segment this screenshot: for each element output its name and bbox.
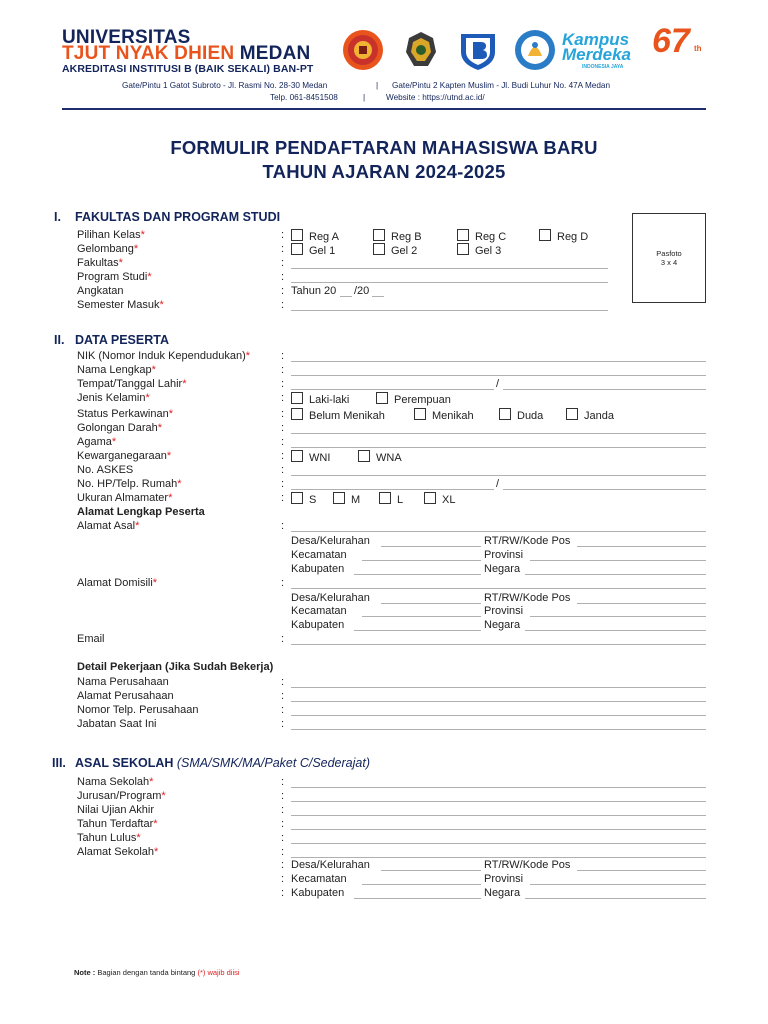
tahun-terdaftar-field[interactable] [291,829,706,830]
ttl-slash: / [496,378,500,390]
colon: : [281,859,285,871]
section1-number: I. [54,210,61,224]
colon: : [281,804,285,816]
jabatan-label: Jabatan Saat Ini [77,718,157,730]
golongan-darah-label: Golongan Darah* [77,422,163,434]
checkbox-belum-menikah[interactable]: Belum Menikah [291,408,385,422]
colon: : [281,392,285,404]
colon: : [281,364,285,376]
checkbox-box[interactable] [373,229,385,241]
semester-masuk-label: Semester Masuk* [77,299,164,311]
email-field[interactable] [291,644,706,645]
semester-masuk-field[interactable] [291,310,608,311]
email-label: Email [77,633,105,645]
jenis-kelamin-label: Jenis Kelamin* [77,392,150,404]
jurusan-field[interactable] [291,801,706,802]
checkbox-reg-b[interactable]: Reg B [373,229,422,243]
colon: : [281,818,285,830]
tanggal-lahir-field[interactable] [503,389,706,390]
angkatan-slash: /20 [354,285,370,297]
agama-field[interactable] [291,447,706,448]
checkbox-reg-d[interactable]: Reg D [539,229,588,243]
section2-title: DATA PESERTA [75,333,169,347]
university-name-line2 [62,43,310,65]
jabatan-field[interactable] [291,729,706,730]
kecamatan-label: Kecamatan [291,549,347,561]
alamat-asal-field[interactable] [291,531,706,532]
golongan-darah-field[interactable] [291,433,706,434]
checkbox-wni[interactable]: WNI [291,450,330,464]
checkbox-box[interactable] [333,492,345,504]
colon: : [281,271,285,283]
provinsi-field[interactable] [530,560,706,561]
colon: : [281,450,285,462]
anniversary-67-logo [652,24,706,72]
kampus-text: Kampus [562,30,630,49]
checkbox-box[interactable] [291,243,303,255]
colon: : [281,378,285,390]
checkbox-box[interactable] [376,392,388,404]
angkatan-prefix: Tahun 20 [291,285,337,297]
rt-rw-field[interactable] [577,546,706,547]
merdeka-text: Merdeka [562,45,631,64]
form-year-title: TAHUN AJARAN 2024-2025 [262,161,506,182]
nama-lengkap-field[interactable] [291,375,706,376]
checkbox-gel-3[interactable]: Gel 3 [457,243,501,257]
almamater-label: Ukuran Almamater* [77,492,173,504]
university-name-orange: TJUT NYAK DHIEN [62,43,235,64]
angkatan-year2-field[interactable] [372,296,384,297]
checkbox-reg-c[interactable]: Reg C [457,229,506,243]
colon: : [281,492,285,504]
checkbox-box[interactable] [358,450,370,462]
checkbox-box[interactable] [291,392,303,404]
kabupaten-field[interactable] [354,574,481,575]
colon: : [281,436,285,448]
colon: : [281,299,285,311]
nama-perusahaan-label: Nama Perusahaan [77,676,169,688]
desa-field[interactable] [381,870,481,871]
hp-field[interactable] [291,489,494,490]
colon: : [281,704,285,716]
photo-label: Pasfoto [656,249,682,258]
program-studi-field[interactable] [291,282,608,283]
university-name-city: MEDAN [239,43,311,64]
checkbox-box[interactable] [291,229,303,241]
checkbox-gel-2[interactable]: Gel 2 [373,243,417,257]
colon: : [281,633,285,645]
provinsi-label: Provinsi [484,549,524,561]
colon: : [281,887,285,899]
checkbox-menikah[interactable]: Menikah [414,408,474,422]
negara-field[interactable] [525,630,706,631]
tahun-lulus-label: Tahun Lulus* [77,832,141,844]
university-name-line1: UNIVERSITAS [62,27,191,48]
section1-title: FAKULTAS DAN PROGRAM STUDI [75,210,281,224]
header-separator: | [363,93,366,102]
checkbox-box[interactable] [499,408,511,420]
nama-perusahaan-field[interactable] [291,687,706,688]
desa-label: Desa/Kelurahan [291,859,370,871]
header-separator: | [376,81,379,90]
checkbox-gel-1[interactable]: Gel 1 [291,243,335,257]
colon: : [281,464,285,476]
section2-number: II. [54,333,65,347]
checkbox-box[interactable] [373,243,385,255]
nik-label: NIK (Nomor Induk Kependudukan)* [77,350,251,362]
checkbox-box[interactable] [291,492,303,504]
alamat-perusahaan-label: Alamat Perusahaan [77,690,174,702]
checkbox-box[interactable] [539,229,551,241]
telp-rumah-field[interactable] [503,489,706,490]
phone-number: Telp. 061-8451508 [270,93,338,102]
checkbox-size-s[interactable]: S [291,492,316,506]
section3-number: III. [52,756,66,770]
photo-box[interactable] [632,213,706,303]
tahun-lulus-field[interactable] [291,843,706,844]
note-text: Bagian dengan tanda bintang [97,968,196,977]
rt-rw-label: RT/RW/Kode Pos [484,592,571,604]
provinsi-label: Provinsi [484,605,524,617]
alamat-sekolah-label: Alamat Sekolah* [77,846,159,858]
colon: : [281,846,285,858]
status-perkawinan-label: Status Perkawinan* [77,408,173,420]
checkbox-size-l[interactable]: L [379,492,403,506]
telp-perusahaan-label: Nomor Telp. Perusahaan [77,704,199,716]
rt-rw-field[interactable] [577,603,706,604]
indonesia-jaya-text: INDONESIA JAYA [582,64,624,70]
colon: : [281,790,285,802]
provinsi-label: Provinsi [484,873,524,885]
accreditation-text: AKREDITASI INSTITUSI B (BAIK SEKALI) BAN-PT [62,63,314,75]
nilai-label: Nilai Ujian Akhir [77,804,155,816]
checkbox-laki-laki[interactable]: Laki-laki [291,392,349,406]
desa-label: Desa/Kelurahan [291,592,370,604]
alamat-domisili-field[interactable] [291,588,706,589]
job-heading: Detail Pekerjaan (Jika Sudah Bekerja) [77,661,274,673]
nama-lengkap-label: Nama Lengkap* [77,364,156,376]
colon: : [281,422,285,434]
checkbox-janda[interactable]: Janda [566,408,614,422]
university-seal-logo [340,28,386,72]
telp-perusahaan-field[interactable] [291,715,706,716]
checkbox-box[interactable] [457,243,469,255]
colon: : [281,408,285,420]
alamat-perusahaan-field[interactable] [291,701,706,702]
foundation-emblem-logo [398,28,444,72]
colon: : [281,478,285,490]
tahun-terdaftar-label: Tahun Terdaftar* [77,818,158,830]
kabupaten-field[interactable] [354,898,481,899]
kecamatan-label: Kecamatan [291,605,347,617]
colon: : [281,776,285,788]
desa-label: Desa/Kelurahan [291,535,370,547]
hp-slash: / [496,478,500,490]
alamat-heading: Alamat Lengkap Peserta [77,506,205,518]
footer-note [74,968,240,977]
kabupaten-field[interactable] [354,630,481,631]
checkbox-box[interactable] [379,492,391,504]
negara-label: Negara [484,619,521,631]
nama-sekolah-label: Nama Sekolah* [77,776,154,788]
header-divider [62,108,706,110]
jurusan-label: Jurusan/Program* [77,790,166,802]
negara-field[interactable] [525,574,706,575]
kabupaten-label: Kabupaten [291,887,345,899]
tut-wuri-handayani-logo [512,28,558,72]
anniversary-number: 67 [652,22,690,60]
photo-size: 3 x 4 [660,258,678,267]
provinsi-field[interactable] [530,884,706,885]
checkbox-box[interactable] [566,408,578,420]
hp-label: No. HP/Telp. Rumah* [77,478,182,490]
kecamatan-field[interactable] [362,884,481,885]
colon: : [281,690,285,702]
negara-field[interactable] [525,898,706,899]
negara-label: Negara [484,887,521,899]
rt-rw-field[interactable] [577,870,706,871]
kecamatan-field[interactable] [362,560,481,561]
checkbox-box[interactable] [291,450,303,462]
kecamatan-field[interactable] [362,616,481,617]
alamat-domisili-label: Alamat Domisili* [77,577,158,589]
checkbox-duda[interactable]: Duda [499,408,543,422]
colon: : [281,257,285,269]
nama-sekolah-field[interactable] [291,787,706,788]
alamat-sekolah-field[interactable] [291,857,706,858]
checkbox-box[interactable] [414,408,426,420]
colon: : [281,676,285,688]
kabupaten-label: Kabupaten [291,563,345,575]
checkbox-box[interactable] [424,492,436,504]
colon: : [281,520,285,532]
colon: : [281,718,285,730]
askes-field[interactable] [291,475,706,476]
note-label: Note : [74,968,96,977]
colon: : [281,285,285,297]
colon: : [281,229,285,241]
gate1-address: Gate/Pintu 1 Gatot Subroto - Jl. Rasmi No. 28-30 Medan [122,81,328,90]
note-highlight: (*) wajib diisi [197,968,240,977]
checkbox-size-xl[interactable]: XL [424,492,455,506]
tempat-lahir-field[interactable] [291,389,494,390]
colon: : [281,350,285,362]
negara-label: Negara [484,563,521,575]
provinsi-field[interactable] [530,616,706,617]
checkbox-box[interactable] [291,408,303,420]
colon: : [281,873,285,885]
section3-title: ASAL SEKOLAH (SMA/SMK/MA/Paket C/Sederajat) [75,756,370,770]
rt-rw-label: RT/RW/Kode Pos [484,859,571,871]
angkatan-year1-field[interactable] [340,296,352,297]
nilai-field[interactable] [291,815,706,816]
program-studi-label: Program Studi* [77,271,152,283]
anniversary-suffix: th [694,44,702,53]
desa-field[interactable] [381,546,481,547]
form-title: FORMULIR PENDAFTARAN MAHASISWA BARU [170,137,598,158]
askes-label: No. ASKES [77,464,134,476]
desa-field[interactable] [381,603,481,604]
kampus-merdeka-logo [562,30,648,70]
fakultas-field[interactable] [291,268,608,269]
agama-label: Agama* [77,436,117,448]
checkbox-wna[interactable]: WNA [358,450,402,464]
angkatan-label: Angkatan [77,285,124,297]
nik-field[interactable] [291,361,706,362]
checkbox-perempuan[interactable]: Perempuan [376,392,451,406]
fakultas-label: Fakultas* [77,257,123,269]
kewarganegaraan-label: Kewarganegaraan* [77,450,172,462]
checkbox-box[interactable] [457,229,469,241]
checkbox-size-m[interactable]: M [333,492,360,506]
colon: : [281,832,285,844]
colon: : [281,243,285,255]
pilihan-kelas-label: Pilihan Kelas* [77,229,145,241]
ttl-label: Tempat/Tanggal Lahir* [77,378,187,390]
kabupaten-label: Kabupaten [291,619,345,631]
website-link[interactable]: Website : https://utnd.ac.id/ [386,93,485,102]
checkbox-reg-a[interactable]: Reg A [291,229,339,243]
ban-pt-shield-logo [455,28,501,72]
alamat-asal-label: Alamat Asal* [77,520,140,532]
gate2-address: Gate/Pintu 2 Kapten Muslim - Jl. Budi Luhur No. 47A Medan [392,81,610,90]
kecamatan-label: Kecamatan [291,873,347,885]
gelombang-label: Gelombang* [77,243,139,255]
colon: : [281,577,285,589]
rt-rw-label: RT/RW/Kode Pos [484,535,571,547]
